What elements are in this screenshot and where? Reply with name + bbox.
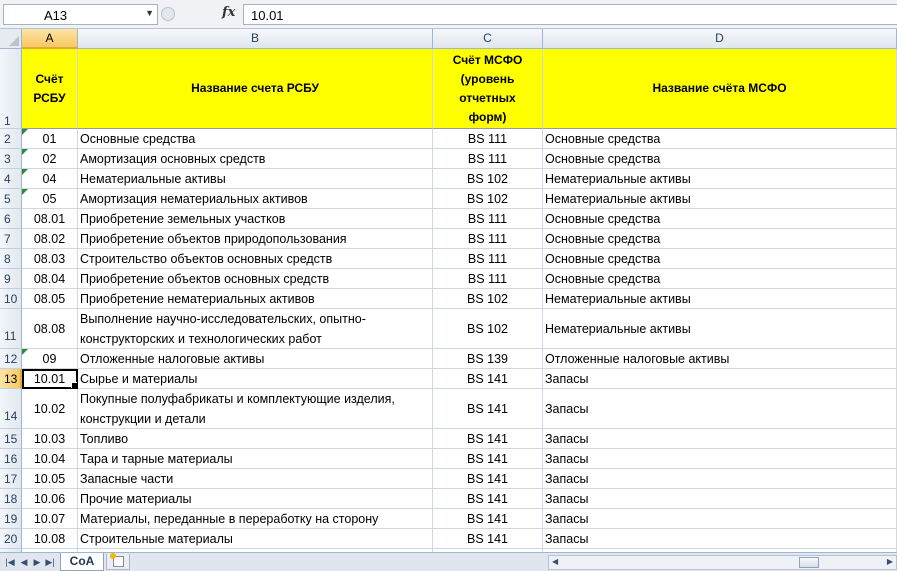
sheet-tab-bar xyxy=(0,552,897,571)
cell-a[interactable]: 08.05 xyxy=(22,289,78,309)
cell-a[interactable]: 08.01 xyxy=(22,209,78,229)
cell-c[interactable]: BS 102 xyxy=(433,309,543,349)
horizontal-scrollbar[interactable] xyxy=(548,555,897,570)
cell-d[interactable]: Запасы xyxy=(543,429,897,449)
cell-b[interactable]: Амортизация нематериальных активов xyxy=(78,189,433,209)
cell-d[interactable]: Основные средства xyxy=(543,209,897,229)
row-header[interactable]: 10 xyxy=(0,289,22,309)
cell-b[interactable]: Топливо xyxy=(78,429,433,449)
row-header[interactable]: 11 xyxy=(0,309,22,349)
cell-b[interactable]: Приобретение объектов природопользования xyxy=(78,229,433,249)
prev-sheet-icon[interactable]: ◀ xyxy=(20,557,28,567)
cell-d[interactable]: Запасы xyxy=(543,529,897,549)
row-header[interactable]: 17 xyxy=(0,469,22,489)
cell-a[interactable]: 10.08 xyxy=(22,529,78,549)
cell-c[interactable]: BS 111 xyxy=(433,149,543,169)
cell-c[interactable]: BS 141 xyxy=(433,449,543,469)
cell-a[interactable]: 08.02 xyxy=(22,229,78,249)
column-header-b[interactable]: B xyxy=(78,29,433,49)
cell-b[interactable]: Основные средства xyxy=(78,129,433,149)
cell-b[interactable]: Выполнение научно-исследовательских, опытно-конструкторских и технологических работ xyxy=(78,309,433,349)
cell-a[interactable]: 08.04 xyxy=(22,269,78,289)
scrollbar-thumb[interactable] xyxy=(799,557,819,568)
cell-c[interactable]: BS 141 xyxy=(433,489,543,509)
row-header[interactable]: 18 xyxy=(0,489,22,509)
cell-d[interactable]: Запасы xyxy=(543,489,897,509)
row-header[interactable]: 7 xyxy=(0,229,22,249)
resize-grip-icon[interactable] xyxy=(161,7,175,21)
cell-c[interactable]: BS 141 xyxy=(433,529,543,549)
cell-c[interactable]: BS 102 xyxy=(433,169,543,189)
row-header[interactable]: 14 xyxy=(0,389,22,429)
row-header[interactable]: 1 xyxy=(0,49,22,129)
first-sheet-icon[interactable]: |◀ xyxy=(5,557,15,567)
cell-b[interactable]: Запасные части xyxy=(78,469,433,489)
cell-a[interactable]: 08.08 xyxy=(22,309,78,349)
cell-c[interactable]: BS 111 xyxy=(433,249,543,269)
cell-b[interactable]: Покупные полуфабрикаты и комплектующие изделия, конструкции и детали xyxy=(78,389,433,429)
cell-c[interactable]: BS 111 xyxy=(433,129,543,149)
cell-d[interactable]: Основные средства xyxy=(543,229,897,249)
cell-a[interactable]: 10.05 xyxy=(22,469,78,489)
cell-b[interactable]: Приобретение нематериальных активов xyxy=(78,289,433,309)
cell-a[interactable]: 10.01 xyxy=(22,369,78,389)
row-header[interactable]: 12 xyxy=(0,349,22,369)
cell-a[interactable]: 10.04 xyxy=(22,449,78,469)
cell-a[interactable]: 04 xyxy=(22,169,78,189)
cell-c[interactable]: BS 111 xyxy=(433,269,543,289)
cell-d[interactable]: Нематериальные активы xyxy=(543,309,897,349)
cell-c[interactable]: BS 141 xyxy=(433,469,543,489)
cell-b[interactable]: Материалы, переданные в переработку на сторону xyxy=(78,509,433,529)
cell-b[interactable]: Строительные материалы xyxy=(78,529,433,549)
column-header-d[interactable]: D xyxy=(543,29,897,49)
cell-c[interactable]: BS 139 xyxy=(433,349,543,369)
row-header[interactable]: 6 xyxy=(0,209,22,229)
formula-input[interactable] xyxy=(243,4,897,25)
cell-b[interactable]: Приобретение земельных участков xyxy=(78,209,433,229)
cell-c[interactable]: BS 111 xyxy=(433,229,543,249)
cell-a[interactable]: 05 xyxy=(22,189,78,209)
column-header-a[interactable]: A xyxy=(22,29,78,49)
row-header[interactable]: 15 xyxy=(0,429,22,449)
cell-c[interactable]: BS 141 xyxy=(433,429,543,449)
cell-b[interactable]: Строительство объектов основных средств xyxy=(78,249,433,269)
header-cell-b[interactable]: Название счета РСБУ xyxy=(78,49,433,129)
row-header[interactable]: 9 xyxy=(0,269,22,289)
header-cell-c[interactable]: Счёт МСФО (уровень отчетных форм) xyxy=(433,49,543,129)
cell-c[interactable]: BS 141 xyxy=(433,509,543,529)
cell-d[interactable]: Основные средства xyxy=(543,249,897,269)
cell-d[interactable]: Запасы xyxy=(543,389,897,429)
cell-b[interactable]: Нематериальные активы xyxy=(78,169,433,189)
cell-d[interactable]: Запасы xyxy=(543,369,897,389)
column-header-c[interactable]: C xyxy=(433,29,543,49)
cell-a[interactable]: 09 xyxy=(22,349,78,369)
fx-icon[interactable]: fx xyxy=(222,5,236,20)
scroll-left-icon[interactable]: ◀ xyxy=(552,557,559,566)
row-header[interactable]: 3 xyxy=(0,149,22,169)
insert-sheet-button[interactable] xyxy=(106,554,130,570)
header-cell-a[interactable]: Счёт РСБУ xyxy=(22,49,78,129)
row-header[interactable]: 4 xyxy=(0,169,22,189)
row-header[interactable]: 8 xyxy=(0,249,22,269)
last-sheet-icon[interactable]: ▶| xyxy=(45,557,55,567)
insert-sheet-icon xyxy=(113,556,124,567)
cell-b[interactable]: Отложенные налоговые активы xyxy=(78,349,433,369)
cell-a[interactable]: 02 xyxy=(22,149,78,169)
cell-c[interactable]: BS 102 xyxy=(433,289,543,309)
cell-b[interactable]: Амортизация основных средств xyxy=(78,149,433,169)
row-header[interactable]: 13 xyxy=(0,369,22,389)
name-box-value: A13 xyxy=(44,8,68,23)
cell-b[interactable]: Приобретение объектов основных средств xyxy=(78,269,433,289)
row-header[interactable]: 5 xyxy=(0,189,22,209)
cell-a[interactable]: 01 xyxy=(22,129,78,149)
cell-d[interactable]: Запасы xyxy=(543,469,897,489)
sheet-tab-coa[interactable]: CoA xyxy=(60,553,104,571)
cell-a[interactable]: 10.07 xyxy=(22,509,78,529)
cell-c[interactable]: BS 141 xyxy=(433,389,543,429)
formula-bar-controls xyxy=(161,4,239,25)
cell-a[interactable]: 08.03 xyxy=(22,249,78,269)
formula-bar xyxy=(0,0,897,29)
row-header[interactable]: 19 xyxy=(0,509,22,529)
cell-d[interactable]: Нематериальные активы xyxy=(543,189,897,209)
chevron-down-icon[interactable]: ▼ xyxy=(145,8,154,18)
cell-c[interactable]: BS 141 xyxy=(433,369,543,389)
cell-b[interactable]: Тара и тарные материалы xyxy=(78,449,433,469)
header-cell-d[interactable]: Название счёта МСФО xyxy=(543,49,897,129)
cell-c[interactable]: BS 102 xyxy=(433,189,543,209)
row-header[interactable]: 2 xyxy=(0,129,22,149)
select-all-button[interactable] xyxy=(0,29,22,49)
cell-d[interactable]: Основные средства xyxy=(543,149,897,169)
row-header[interactable]: 20 xyxy=(0,529,22,549)
name-box[interactable] xyxy=(3,4,158,25)
row-header[interactable]: 16 xyxy=(0,449,22,469)
cell-d[interactable]: Запасы xyxy=(543,509,897,529)
cell-d[interactable]: Основные средства xyxy=(543,129,897,149)
cell-a[interactable]: 10.03 xyxy=(22,429,78,449)
cell-a[interactable]: 10.06 xyxy=(22,489,78,509)
next-sheet-icon[interactable]: ▶ xyxy=(33,557,41,567)
cell-d[interactable]: Нематериальные активы xyxy=(543,289,897,309)
scroll-right-icon[interactable]: ▶ xyxy=(886,557,893,566)
spreadsheet-grid[interactable] xyxy=(0,29,897,552)
cell-d[interactable]: Запасы xyxy=(543,449,897,469)
cell-d[interactable]: Нематериальные активы xyxy=(543,169,897,189)
cell-c[interactable]: BS 111 xyxy=(433,209,543,229)
cell-d[interactable]: Основные средства xyxy=(543,269,897,289)
cell-a[interactable]: 10.02 xyxy=(22,389,78,429)
formula-value: 10.01 xyxy=(251,8,284,23)
cell-b[interactable]: Сырье и материалы xyxy=(78,369,433,389)
cell-d[interactable]: Отложенные налоговые активы xyxy=(543,349,897,369)
cell-b[interactable]: Прочие материалы xyxy=(78,489,433,509)
